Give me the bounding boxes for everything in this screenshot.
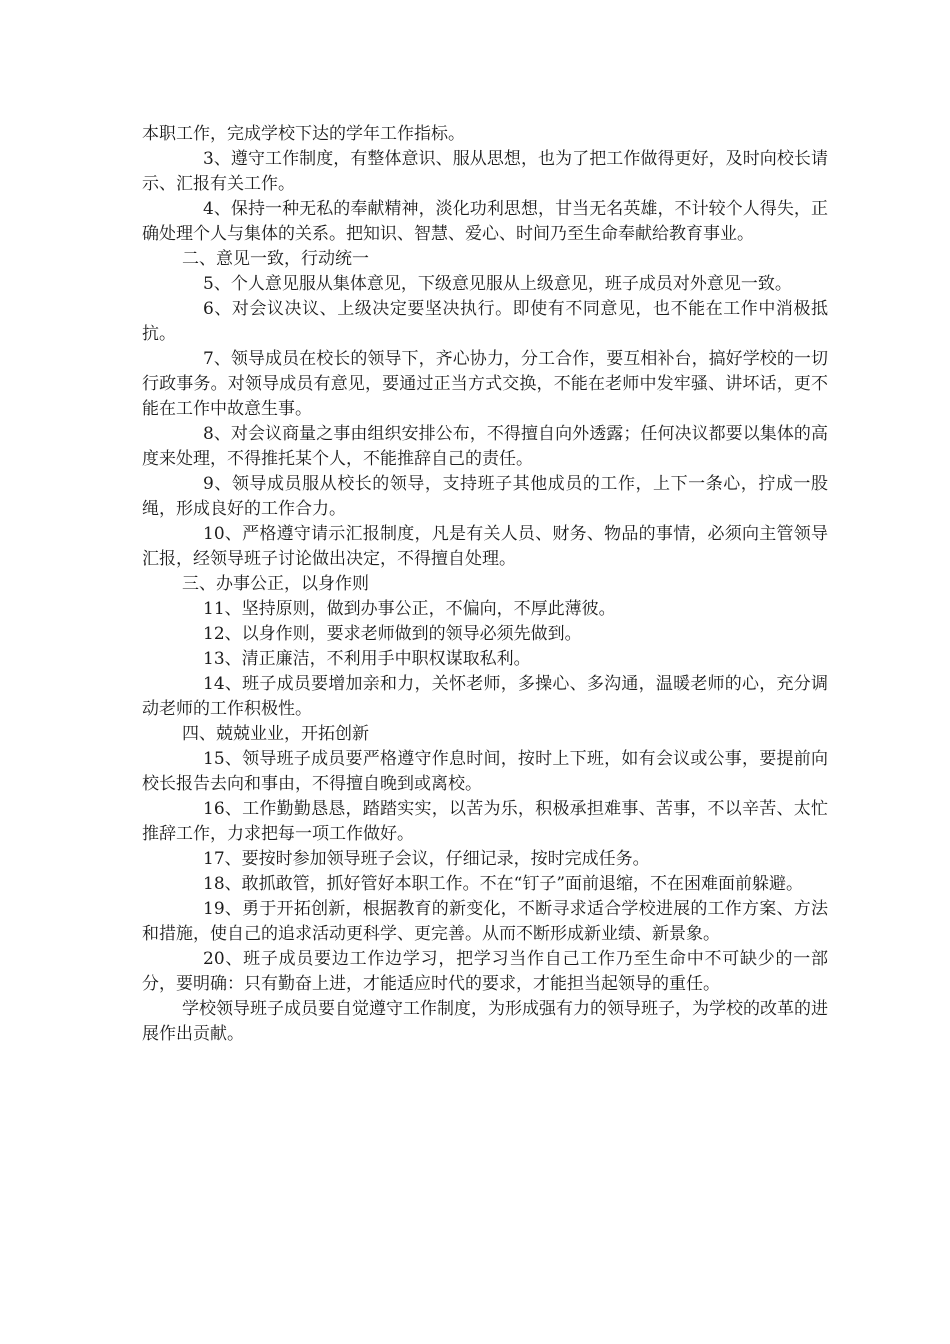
paragraph: 7、领导成员在校长的领导下，齐心协力，分工合作，要互相补台，搞好学校的一切行政事务。对领导成员有意见，要通过正当方式交换，不能在老师中发牢骚、讲坏话，更不能在工作中故意生事。: [142, 349, 828, 419]
paragraph: 4、保持一种无私的奉献精神，淡化功利思想，甘当无名英雄，不计较个人得失，正确处理个人与集体的关系。把知识、智慧、爱心、时间乃至生命奉献给教育事业。: [142, 199, 828, 244]
paragraph: 14、班子成员要增加亲和力，关怀老师，多操心、多沟通，温暖老师的心，充分调动老师的工作积极性。: [142, 674, 828, 719]
paragraph: 19、勇于开拓创新，根据教育的新变化，不断寻求适合学校进展的工作方案、方法和措施，使自己的追求活动更科学、更完善。从而不断形成新业绩、新景象。: [142, 899, 828, 944]
paragraph: 10、严格遵守请示汇报制度，凡是有关人员、财务、物品的事情，必须向主管领导汇报，经领导班子讨论做出决定，不得擅自处理。: [142, 524, 828, 569]
paragraph: 20、班子成员要边工作边学习，把学习当作自己工作乃至生命中不可缺少的一部分，要明确：只有勤奋上进，才能适应时代的要求，才能担当起领导的重任。: [142, 949, 828, 994]
paragraph: 3、遵守工作制度，有整体意识、服从思想，也为了把工作做得更好，及时向校长请示、汇报有关工作。: [142, 149, 828, 194]
document-page: [142, 122, 828, 1047]
paragraph: 16、工作勤勤恳恳，踏踏实实，以苦为乐，积极承担难事、苦事，不以辛苦、太忙推辞工作，力求把每一项工作做好。: [142, 799, 828, 844]
paragraph: 6、对会议决议、上级决定要坚决执行。即使有不同意见，也不能在工作中消极抵抗。: [142, 299, 828, 344]
paragraph: 11、坚持原则，做到办事公正，不偏向，不厚此薄彼。: [203, 599, 616, 619]
paragraph: 13、清正廉洁，不利用手中职权谋取私利。: [203, 649, 531, 669]
paragraph: 12、以身作则，要求老师做到的领导必须先做到。: [203, 624, 582, 644]
paragraph: 学校领导班子成员要自觉遵守工作制度，为形成强有力的领导班子，为学校的改革的进展作出贡献。: [142, 999, 828, 1044]
paragraph: 本职工作，完成学校下达的学年工作指标。: [142, 124, 465, 144]
paragraph: 18、敢抓敢管，抓好管好本职工作。不在“钉子”面前退缩，不在困难面前躲避。: [203, 874, 804, 894]
paragraph: 17、要按时参加领导班子会议，仔细记录，按时完成任务。: [203, 849, 650, 869]
paragraph: 四、兢兢业业，开拓创新: [182, 724, 369, 744]
paragraph: 8、对会议商量之事由组织安排公布，不得擅自向外透露；任何决议都要以集体的高度来处理，不得推托某个人，不能推辞自己的责任。: [142, 424, 828, 469]
paragraph: 5、个人意见服从集体意见，下级意见服从上级意见，班子成员对外意见一致。: [203, 274, 792, 294]
paragraph: 三、办事公正，以身作则: [182, 574, 369, 594]
paragraph: 15、领导班子成员要严格遵守作息时间，按时上下班，如有会议或公事，要提前向校长报告去向和事由，不得擅自晚到或离校。: [142, 749, 828, 794]
paragraph: 二、意见一致，行动统一: [182, 249, 369, 269]
paragraph: 9、领导成员服从校长的领导，支持班子其他成员的工作，上下一条心，拧成一股绳，形成良好的工作合力。: [142, 474, 828, 519]
